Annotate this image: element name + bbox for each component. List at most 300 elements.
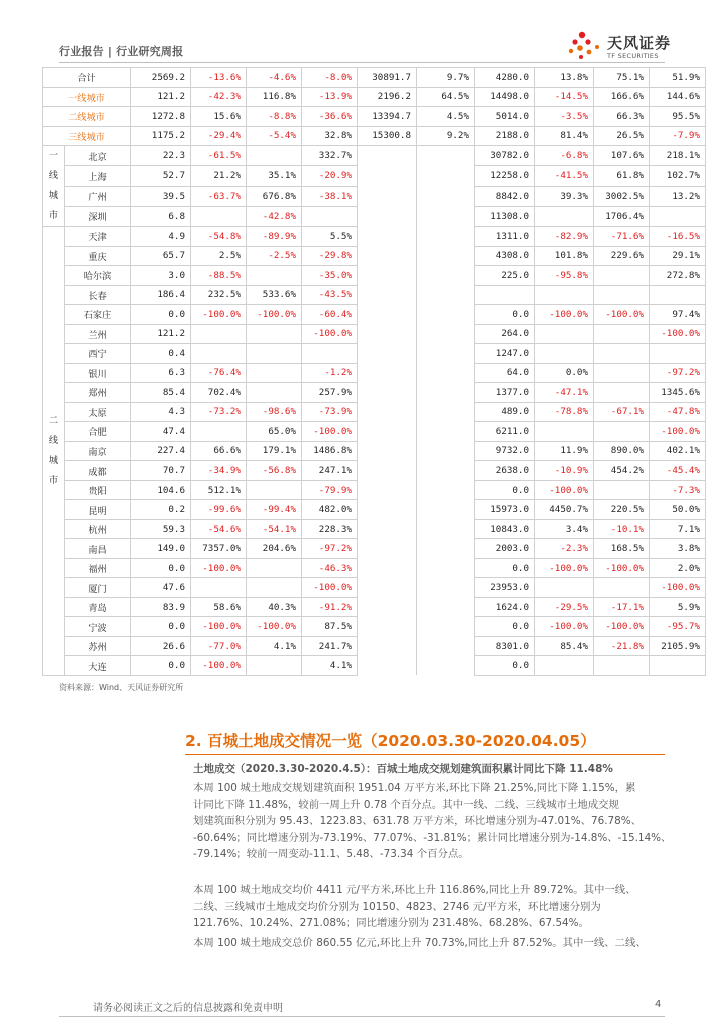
table-cell: 0.4 (131, 344, 191, 364)
table-cell: -97.2% (650, 363, 706, 383)
table-cell (417, 578, 475, 598)
table-cell: 2.0% (650, 558, 706, 578)
table-cell: 482.0% (302, 500, 358, 520)
table-cell: -10.9% (535, 461, 594, 481)
company-logo (566, 30, 670, 60)
table-cell: 58.6% (191, 597, 247, 617)
table-cell: 2569.2 (131, 68, 191, 88)
table-cell (247, 146, 302, 166)
table-row (43, 107, 706, 127)
table-cell: 102.7% (650, 166, 706, 186)
table-cell: 75.1% (594, 68, 650, 88)
city-name: 厦门 (65, 578, 131, 598)
table-cell (302, 344, 358, 364)
table-cell (417, 636, 475, 656)
table-cell: 9732.0 (475, 441, 535, 461)
table-cell: 225.0 (475, 266, 535, 286)
table-cell: 13.2% (650, 186, 706, 206)
table-cell: -1.2% (302, 363, 358, 383)
table-cell: -2.3% (535, 539, 594, 559)
table-cell: 9.7% (417, 68, 475, 88)
table-row (43, 186, 706, 206)
table-cell: 2196.2 (358, 87, 417, 107)
table-cell: 50.0% (650, 500, 706, 520)
table-cell: -42.8% (247, 206, 302, 226)
table-cell: 0.2 (131, 500, 191, 520)
city-name: 南京 (65, 441, 131, 461)
table-row (43, 461, 706, 481)
table-cell: -78.8% (535, 402, 594, 422)
table-cell (535, 578, 594, 598)
table-cell: -35.0% (302, 266, 358, 286)
table-cell: 13394.7 (358, 107, 417, 127)
table-cell (417, 146, 475, 166)
header-divider (59, 62, 665, 63)
table-cell: -100.0% (535, 480, 594, 500)
table-cell: -77.0% (191, 636, 247, 656)
table-cell: 13.8% (535, 68, 594, 88)
table-cell: -29.5% (535, 597, 594, 617)
table-row (43, 285, 706, 305)
table-cell: 247.1% (302, 461, 358, 481)
table-cell (358, 266, 417, 286)
table-cell: -100.0% (535, 617, 594, 637)
group-label-char: 线 (48, 170, 59, 182)
table-cell (417, 305, 475, 325)
table-cell (247, 266, 302, 286)
table-cell: 1175.2 (131, 126, 191, 146)
table-cell (247, 578, 302, 598)
city-name: 银川 (65, 363, 131, 383)
table-cell: 104.6 (131, 480, 191, 500)
table-cell (358, 186, 417, 206)
table-cell: 70.7 (131, 461, 191, 481)
table-cell: -99.6% (191, 500, 247, 520)
table-cell: -100.0% (247, 617, 302, 637)
table-cell: 3.0 (131, 266, 191, 286)
table-cell: 241.7% (302, 636, 358, 656)
table-cell (191, 324, 247, 344)
table-cell (417, 246, 475, 266)
city-name: 苏州 (65, 636, 131, 656)
table-row (43, 246, 706, 266)
table-cell: 101.8% (535, 246, 594, 266)
table-cell (650, 656, 706, 676)
table-cell: 0.0 (131, 558, 191, 578)
table-cell: 65.0% (247, 422, 302, 442)
table-cell (358, 578, 417, 598)
city-name: 太原 (65, 402, 131, 422)
table-cell: -99.4% (247, 500, 302, 520)
paragraph-total (193, 935, 665, 952)
table-cell (191, 578, 247, 598)
table-row (43, 656, 706, 676)
table-cell: 0.0 (131, 617, 191, 637)
table-cell: 66.6% (191, 441, 247, 461)
table-cell: 3.4% (535, 519, 594, 539)
table-row (43, 578, 706, 598)
table-cell: 1624.0 (475, 597, 535, 617)
table-cell (417, 363, 475, 383)
table-cell: -41.5% (535, 166, 594, 186)
table-cell: 23953.0 (475, 578, 535, 598)
table-cell (417, 422, 475, 442)
table-cell: 47.4 (131, 422, 191, 442)
table-cell: 39.3% (535, 186, 594, 206)
table-cell: 186.4 (131, 285, 191, 305)
table-cell (247, 558, 302, 578)
table-cell (535, 285, 594, 305)
table-cell: -100.0% (191, 656, 247, 676)
table-cell (417, 227, 475, 247)
table-cell: 26.5% (594, 126, 650, 146)
table-cell (417, 519, 475, 539)
city-name: 合计 (43, 68, 131, 88)
table-cell: 0.0 (131, 305, 191, 325)
table-cell: -6.8% (535, 146, 594, 166)
table-cell (417, 480, 475, 500)
table-cell: 2003.0 (475, 539, 535, 559)
table-cell: 6211.0 (475, 422, 535, 442)
table-row (43, 519, 706, 539)
table-cell: 121.2 (131, 324, 191, 344)
table-cell: 4280.0 (475, 68, 535, 88)
city-name: 广州 (65, 186, 131, 206)
table-cell: -36.6% (302, 107, 358, 127)
table-cell: 220.5% (594, 500, 650, 520)
table-cell (358, 461, 417, 481)
table-cell: 10843.0 (475, 519, 535, 539)
table-cell: -20.9% (302, 166, 358, 186)
table-cell (247, 324, 302, 344)
table-cell: -42.3% (191, 87, 247, 107)
table-cell: -100.0% (594, 305, 650, 325)
table-cell: 59.3 (131, 519, 191, 539)
table-cell: -5.4% (247, 126, 302, 146)
city-name: 大连 (65, 656, 131, 676)
paragraph-line: 划建筑面积分别为 95.43、1223.83、631.78 万平方米，环比增速分别为-47.01%、76.78%、 (193, 815, 642, 828)
table-cell: 676.8% (247, 186, 302, 206)
table-cell (535, 206, 594, 226)
table-cell: -71.6% (594, 227, 650, 247)
table-cell: 14498.0 (475, 87, 535, 107)
table-cell: 85.4% (535, 636, 594, 656)
table-cell: -54.8% (191, 227, 247, 247)
table-row (43, 87, 706, 107)
table-cell: -95.8% (535, 266, 594, 286)
table-cell (358, 285, 417, 305)
table-cell: -95.7% (650, 617, 706, 637)
table-cell: -2.5% (247, 246, 302, 266)
table-cell: -73.2% (191, 402, 247, 422)
table-cell: -8.0% (302, 68, 358, 88)
table-cell: -100.0% (650, 422, 706, 442)
table-cell (247, 363, 302, 383)
table-row (43, 422, 706, 442)
table-cell: -76.4% (191, 363, 247, 383)
city-name: 二线城市 (43, 107, 131, 127)
table-cell: 85.4 (131, 383, 191, 403)
table-cell (358, 519, 417, 539)
table-cell: 8301.0 (475, 636, 535, 656)
table-cell: 29.1% (650, 246, 706, 266)
table-cell (417, 558, 475, 578)
table-cell: 15973.0 (475, 500, 535, 520)
table-cell (417, 324, 475, 344)
paragraph-line: -79.14%；较前一周变动-11.1、5.48、-73.34 个百分点。 (193, 848, 469, 861)
table-cell (417, 500, 475, 520)
table-cell: -54.6% (191, 519, 247, 539)
table-cell (358, 617, 417, 637)
table-cell: 22.3 (131, 146, 191, 166)
group-label (43, 227, 65, 676)
paragraph-line: 本周 100 城土地成交规划建筑面积 1951.04 万平方米,环比下降 21.25%,同比下降 1.15%，累 (193, 782, 636, 794)
table-row (43, 266, 706, 286)
table-cell (417, 539, 475, 559)
table-cell (247, 383, 302, 403)
table-cell: 533.6% (247, 285, 302, 305)
table-cell: 5.5% (302, 227, 358, 247)
table-row (43, 480, 706, 500)
table-cell: 35.1% (247, 166, 302, 186)
table-row (43, 441, 706, 461)
table-cell: 4.1% (247, 636, 302, 656)
table-cell (535, 656, 594, 676)
table-cell: 332.7% (302, 146, 358, 166)
table-cell (191, 422, 247, 442)
paragraph-line: -60.64%；同比增速分别为-73.19%、77.07%、-31.81%；累计同比增速分别为-14.8%、-15.14%、 (193, 831, 672, 844)
table-cell: -16.5% (650, 227, 706, 247)
table-cell: 4.9 (131, 227, 191, 247)
table-cell (358, 146, 417, 166)
table-row (43, 363, 706, 383)
table-cell: -89.9% (247, 227, 302, 247)
table-cell: -17.1% (594, 597, 650, 617)
table-cell: 65.7 (131, 246, 191, 266)
table-cell: 15.6% (191, 107, 247, 127)
city-name: 天津 (65, 227, 131, 247)
table-cell: 489.0 (475, 402, 535, 422)
city-name: 西宁 (65, 344, 131, 364)
table-cell: -45.4% (650, 461, 706, 481)
table-cell: 2638.0 (475, 461, 535, 481)
table-row (43, 617, 706, 637)
city-name: 长春 (65, 285, 131, 305)
table-cell (247, 480, 302, 500)
table-cell: 32.8% (302, 126, 358, 146)
paragraph-line: 二线、三线城市土地成交均价分别为 10150、4823、2746 元/平方米，环比增速分别为 (193, 900, 601, 913)
table-cell (417, 656, 475, 676)
table-cell: -7.9% (650, 126, 706, 146)
table-cell: -100.0% (535, 305, 594, 325)
table-cell (358, 344, 417, 364)
paragraph-line: 121.76%、10.24%、271.08%；同比增速分别为 231.48%、68.28%、67.54%。 (193, 917, 589, 930)
logo-mark-icon (566, 30, 606, 60)
table-cell: 1486.8% (302, 441, 358, 461)
city-name: 昆明 (65, 500, 131, 520)
table-cell: 116.8% (247, 87, 302, 107)
table-row (43, 558, 706, 578)
table-cell: 1311.0 (475, 227, 535, 247)
table-row (43, 597, 706, 617)
disclaimer-note: 请务必阅读正文之后的信息披露和免责申明 (93, 1003, 283, 1014)
table-cell (247, 344, 302, 364)
table-cell: 21.2% (191, 166, 247, 186)
table-cell: 890.0% (594, 441, 650, 461)
table-cell: -8.8% (247, 107, 302, 127)
table-cell: 0.0 (475, 656, 535, 676)
table-cell: 1706.4% (594, 206, 650, 226)
table-cell: 87.5% (302, 617, 358, 637)
table-cell: -100.0% (650, 578, 706, 598)
table-cell (535, 324, 594, 344)
table-cell: -100.0% (191, 617, 247, 637)
table-cell: 204.6% (247, 539, 302, 559)
table-cell (594, 656, 650, 676)
city-name: 福州 (65, 558, 131, 578)
table-cell: -100.0% (535, 558, 594, 578)
table-cell (594, 363, 650, 383)
paragraph-line: 本周 100 城土地成交均价 4411 元/平方米,环比上升 116.86%,同比上升 89.72%。其中一线、 (193, 884, 636, 896)
table-cell (358, 363, 417, 383)
table-cell (247, 656, 302, 676)
table-cell: -100.0% (594, 558, 650, 578)
table-cell: 1272.8 (131, 107, 191, 127)
table-cell (358, 402, 417, 422)
table-cell: 121.2 (131, 87, 191, 107)
table-cell (594, 480, 650, 500)
table-cell: -61.5% (191, 146, 247, 166)
table-cell: 512.1% (191, 480, 247, 500)
report-category: 行业报告 | 行业研究周报 (59, 45, 184, 58)
table-cell: -100.0% (247, 305, 302, 325)
table-cell (535, 422, 594, 442)
table-cell (358, 383, 417, 403)
city-name: 北京 (65, 146, 131, 166)
table-cell: 228.3% (302, 519, 358, 539)
table-cell (417, 285, 475, 305)
table-cell (358, 597, 417, 617)
table-cell: 218.1% (650, 146, 706, 166)
table-cell: -88.5% (191, 266, 247, 286)
table-cell: 1377.0 (475, 383, 535, 403)
group-label-char: 二 (48, 414, 59, 426)
table-row (43, 324, 706, 344)
table-cell (191, 344, 247, 364)
footer-divider (59, 1016, 665, 1017)
table-cell: 64.5% (417, 87, 475, 107)
table-cell: 0.0 (475, 480, 535, 500)
table-cell (417, 266, 475, 286)
page-number: 4 (655, 999, 662, 1010)
table-cell: -10.1% (594, 519, 650, 539)
table-cell: 4308.0 (475, 246, 535, 266)
table-cell: -100.0% (302, 422, 358, 442)
table-cell: -98.6% (247, 402, 302, 422)
table-cell: 30782.0 (475, 146, 535, 166)
paragraph-line: 本周 100 城土地成交总价 860.55 亿元,环比上升 70.73%,同比上升 87.52%。其中一线、二线、 (193, 937, 646, 949)
table-cell: 97.4% (650, 305, 706, 325)
table-cell: 402.1% (650, 441, 706, 461)
table-cell: 64.0 (475, 363, 535, 383)
table-cell (358, 558, 417, 578)
table-cell: 11308.0 (475, 206, 535, 226)
table-cell: 257.9% (302, 383, 358, 403)
table-cell: -29.4% (191, 126, 247, 146)
table-cell (594, 285, 650, 305)
table-cell: -100.0% (302, 578, 358, 598)
table-cell: 51.9% (650, 68, 706, 88)
table-cell: 2188.0 (475, 126, 535, 146)
table-cell: 179.1% (247, 441, 302, 461)
table-cell: 1345.6% (650, 383, 706, 403)
section-title: 2. 百城土地成交情况一览（2020.03.30-2020.04.05） (185, 732, 596, 750)
table-cell (417, 344, 475, 364)
table-cell (475, 285, 535, 305)
table-cell: 0.0% (535, 363, 594, 383)
table-cell: -100.0% (191, 558, 247, 578)
table-cell: 6.3 (131, 363, 191, 383)
table-row (43, 68, 706, 88)
table-cell: -29.8% (302, 246, 358, 266)
table-row (43, 539, 706, 559)
table-row (43, 166, 706, 186)
table-cell (417, 383, 475, 403)
city-name: 哈尔滨 (65, 266, 131, 286)
city-name: 成都 (65, 461, 131, 481)
table-cell: -4.6% (247, 68, 302, 88)
table-row (43, 402, 706, 422)
table-cell: 47.6 (131, 578, 191, 598)
table-cell: -79.9% (302, 480, 358, 500)
table-cell: -34.9% (191, 461, 247, 481)
table-cell (358, 636, 417, 656)
table-cell: 81.4% (535, 126, 594, 146)
table-cell: -21.8% (594, 636, 650, 656)
table-cell: 26.6 (131, 636, 191, 656)
data-source-note: 资料来源：Wind、天风证券研究所 (59, 683, 184, 692)
table-row (43, 636, 706, 656)
table-cell: 83.9 (131, 597, 191, 617)
table-cell (358, 500, 417, 520)
table-cell (594, 344, 650, 364)
table-cell: 2.5% (191, 246, 247, 266)
table-row (43, 206, 706, 226)
table-cell (358, 480, 417, 500)
table-cell: 702.4% (191, 383, 247, 403)
table-cell: -43.5% (302, 285, 358, 305)
table-cell: 7357.0% (191, 539, 247, 559)
table-cell (594, 324, 650, 344)
table-cell: 40.3% (247, 597, 302, 617)
table-cell: -38.1% (302, 186, 358, 206)
table-cell: -63.7% (191, 186, 247, 206)
table-cell: -13.9% (302, 87, 358, 107)
table-cell: 0.0 (131, 656, 191, 676)
city-name: 重庆 (65, 246, 131, 266)
table-cell: -47.8% (650, 402, 706, 422)
city-name: 上海 (65, 166, 131, 186)
table-cell: 227.4 (131, 441, 191, 461)
table-cell (191, 206, 247, 226)
city-name: 青岛 (65, 597, 131, 617)
table-cell: 272.8% (650, 266, 706, 286)
table-cell: 9.2% (417, 126, 475, 146)
section-underline (185, 754, 665, 755)
table-cell: -97.2% (302, 539, 358, 559)
table-cell: 1247.0 (475, 344, 535, 364)
table-cell: -73.9% (302, 402, 358, 422)
